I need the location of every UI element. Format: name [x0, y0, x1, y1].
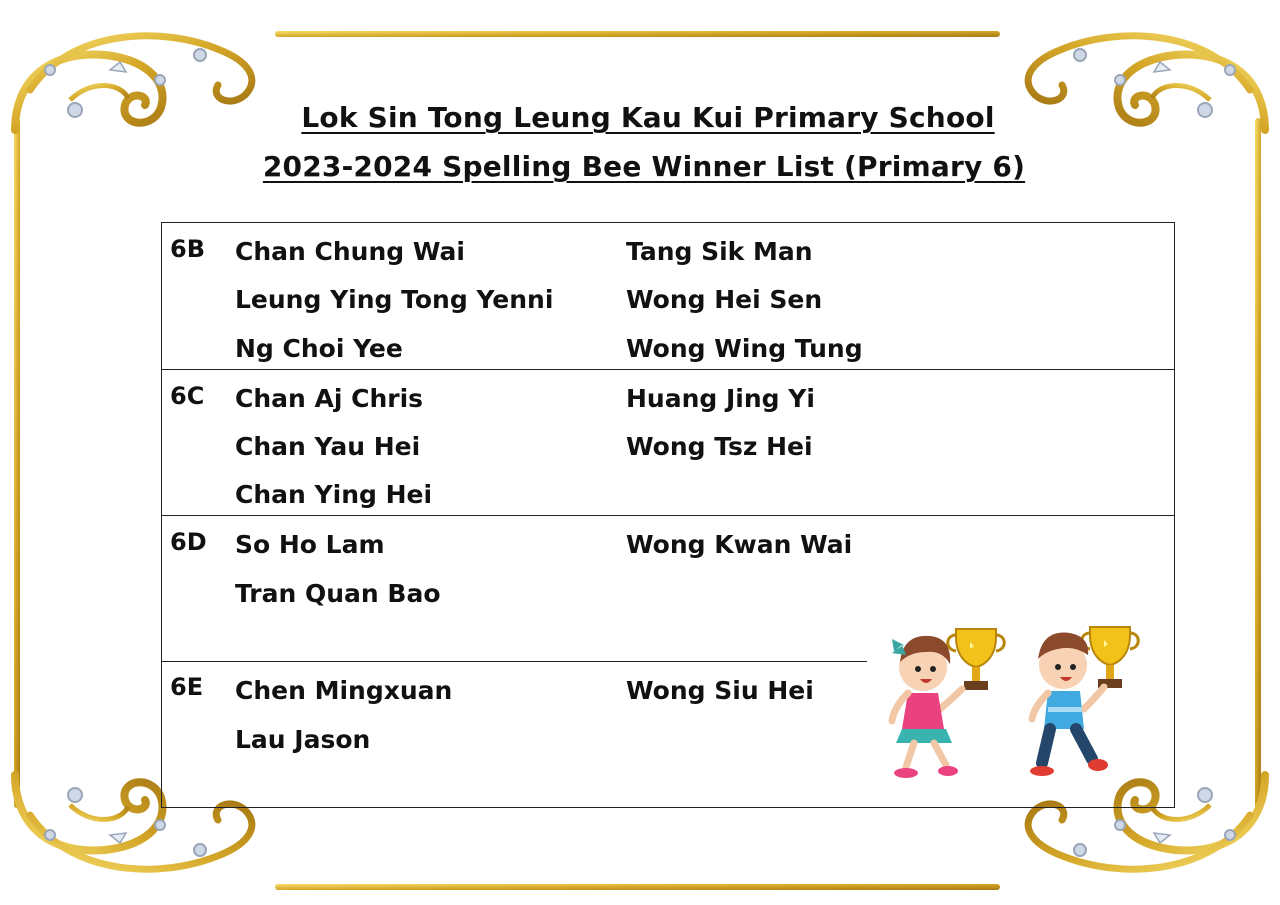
winner-name: Chan Aj Chris — [235, 384, 424, 413]
class-label: 6E — [170, 673, 204, 701]
boy-with-trophy-illustration — [1030, 627, 1138, 776]
kids-with-trophies-illustration — [878, 607, 1156, 799]
school-name-heading: Lok Sin Tong Leung Kau Kui Primary School — [301, 101, 995, 134]
winner-name: Chen Mingxuan — [235, 676, 453, 705]
class-label: 6C — [170, 382, 205, 410]
winner-name: Ng Choi Yee — [235, 334, 403, 363]
winner-name: Leung Ying Tong Yenni — [235, 285, 554, 314]
row-divider — [162, 661, 867, 662]
girl-with-trophy-illustration — [892, 629, 1004, 778]
winner-name: Tang Sik Man — [626, 237, 813, 266]
winner-name: Chan Chung Wai — [235, 237, 465, 266]
winner-name: Wong Wing Tung — [626, 334, 863, 363]
class-label: 6D — [170, 528, 207, 556]
winner-name: Huang Jing Yi — [626, 384, 815, 413]
winner-name: Wong Hei Sen — [626, 285, 823, 314]
winner-list-title: 2023-2024 Spelling Bee Winner List (Primary 6) — [262, 150, 1026, 183]
class-row-6b — [162, 223, 1174, 369]
winner-name: Chan Yau Hei — [235, 432, 421, 461]
winner-name: Wong Kwan Wai — [626, 530, 853, 559]
winner-name: Tran Quan Bao — [235, 579, 441, 608]
winner-name: Wong Tsz Hei — [626, 432, 813, 461]
winner-name: Chan Ying Hei — [235, 480, 433, 509]
class-row-6c — [162, 369, 1174, 515]
class-label: 6B — [170, 235, 205, 263]
winner-name: Lau Jason — [235, 725, 371, 754]
winner-name: So Ho Lam — [235, 530, 385, 559]
winner-name: Wong Siu Hei — [626, 676, 814, 705]
